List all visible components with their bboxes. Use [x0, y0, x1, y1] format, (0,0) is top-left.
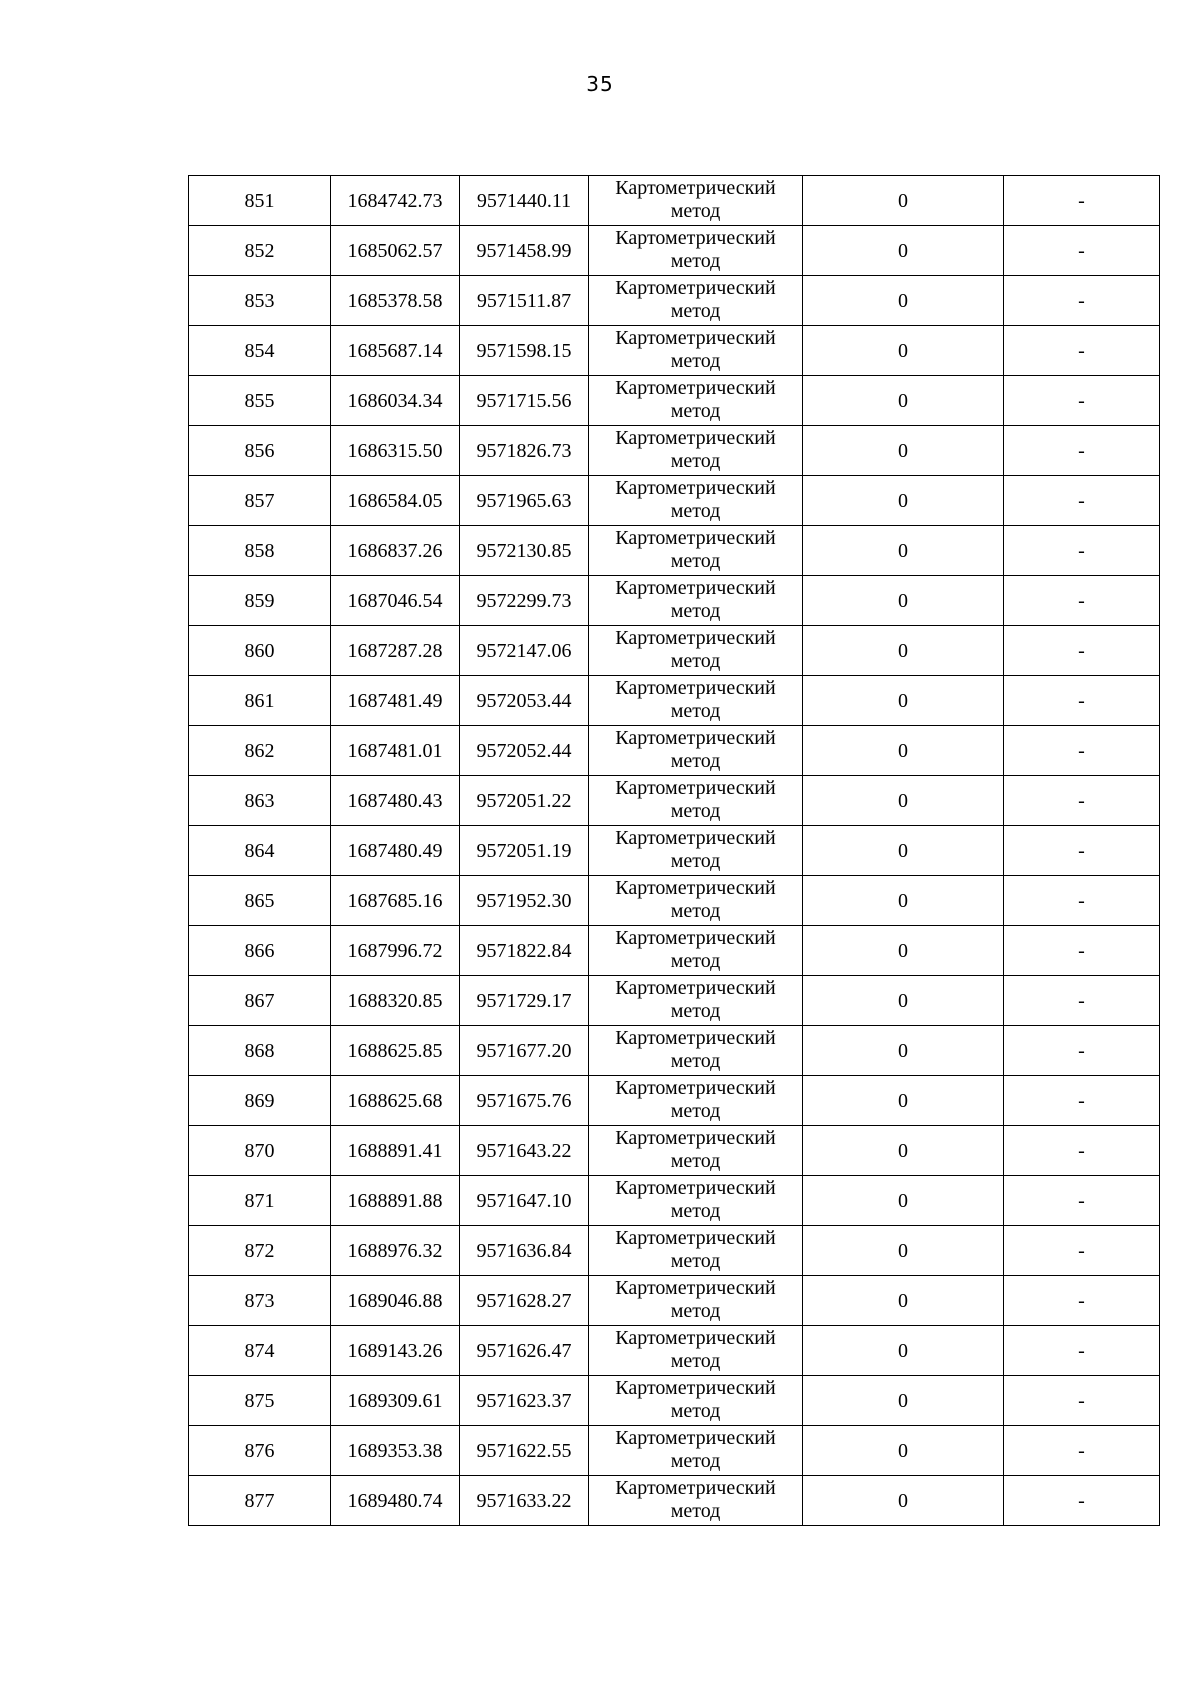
table-row: [189, 226, 1160, 276]
method-line-1: Картометрический: [615, 377, 776, 399]
error-value-cell: 0: [803, 776, 1004, 826]
y-coordinate-cell: 9571965.63: [460, 476, 589, 526]
method-cell: [589, 776, 803, 826]
note-cell: -: [1004, 826, 1160, 876]
table-row: [189, 826, 1160, 876]
error-value-cell: 0: [803, 676, 1004, 726]
method-cell: [589, 976, 803, 1026]
point-number-cell: 871: [189, 1176, 331, 1226]
table-row: [189, 1476, 1160, 1526]
x-coordinate-cell: 1685062.57: [331, 226, 460, 276]
table-row: [189, 1126, 1160, 1176]
x-coordinate-cell: 1688976.32: [331, 1226, 460, 1276]
method-cell: [589, 826, 803, 876]
point-number-cell: 865: [189, 876, 331, 926]
method-line-2: метод: [670, 1200, 721, 1222]
y-coordinate-cell: 9571636.84: [460, 1226, 589, 1276]
method-line-2: метод: [670, 350, 721, 372]
method-cell: [589, 326, 803, 376]
table-row: [189, 926, 1160, 976]
x-coordinate-cell: 1686837.26: [331, 526, 460, 576]
method-cell: [589, 676, 803, 726]
note-cell: -: [1004, 876, 1160, 926]
note-cell: -: [1004, 676, 1160, 726]
note-cell: -: [1004, 426, 1160, 476]
note-cell: -: [1004, 926, 1160, 976]
table-row: [189, 776, 1160, 826]
table-row: [189, 526, 1160, 576]
y-coordinate-cell: 9571458.99: [460, 226, 589, 276]
point-number-cell: 868: [189, 1026, 331, 1076]
point-number-cell: 855: [189, 376, 331, 426]
method-line-2: метод: [670, 800, 721, 822]
y-coordinate-cell: 9572130.85: [460, 526, 589, 576]
page-number: 35: [586, 72, 614, 96]
note-cell: -: [1004, 1376, 1160, 1426]
method-line-2: метод: [670, 250, 721, 272]
point-number-cell: 874: [189, 1326, 331, 1376]
table-row: [189, 376, 1160, 426]
table-row: [189, 476, 1160, 526]
method-line-2: метод: [670, 1350, 721, 1372]
method-line-1: Картометрический: [615, 327, 776, 349]
error-value-cell: 0: [803, 326, 1004, 376]
method-line-2: метод: [670, 500, 721, 522]
table-row: [189, 326, 1160, 376]
error-value-cell: 0: [803, 1476, 1004, 1526]
table-row: [189, 1376, 1160, 1426]
method-line-1: Картометрический: [615, 1127, 776, 1149]
error-value-cell: 0: [803, 1026, 1004, 1076]
y-coordinate-cell: 9572051.19: [460, 826, 589, 876]
x-coordinate-cell: 1688625.68: [331, 1076, 460, 1126]
x-coordinate-cell: 1689046.88: [331, 1276, 460, 1326]
method-line-1: Картометрический: [615, 227, 776, 249]
error-value-cell: 0: [803, 1076, 1004, 1126]
method-line-2: метод: [670, 1400, 721, 1422]
note-cell: -: [1004, 176, 1160, 226]
table-row: [189, 626, 1160, 676]
x-coordinate-cell: 1687480.43: [331, 776, 460, 826]
method-cell: [589, 526, 803, 576]
method-cell: [589, 1026, 803, 1076]
method-line-2: метод: [670, 1450, 721, 1472]
method-line-2: метод: [670, 850, 721, 872]
x-coordinate-cell: 1688320.85: [331, 976, 460, 1026]
point-number-cell: 862: [189, 726, 331, 776]
note-cell: -: [1004, 1276, 1160, 1326]
point-number-cell: 869: [189, 1076, 331, 1126]
method-line-2: метод: [670, 950, 721, 972]
error-value-cell: 0: [803, 1326, 1004, 1376]
note-cell: -: [1004, 776, 1160, 826]
method-line-2: метод: [670, 1000, 721, 1022]
point-number-cell: 864: [189, 826, 331, 876]
method-line-1: Картометрический: [615, 277, 776, 299]
error-value-cell: 0: [803, 976, 1004, 1026]
point-number-cell: 858: [189, 526, 331, 576]
method-line-2: метод: [670, 400, 721, 422]
error-value-cell: 0: [803, 526, 1004, 576]
point-number-cell: 877: [189, 1476, 331, 1526]
note-cell: -: [1004, 626, 1160, 676]
y-coordinate-cell: 9571643.22: [460, 1126, 589, 1176]
method-cell: [589, 1276, 803, 1326]
method-line-2: метод: [670, 750, 721, 772]
y-coordinate-cell: 9571952.30: [460, 876, 589, 926]
method-cell: [589, 1476, 803, 1526]
x-coordinate-cell: 1686584.05: [331, 476, 460, 526]
x-coordinate-cell: 1687996.72: [331, 926, 460, 976]
point-number-cell: 873: [189, 1276, 331, 1326]
method-line-2: метод: [670, 1100, 721, 1122]
method-line-1: Картометрический: [615, 1377, 776, 1399]
method-cell: [589, 1426, 803, 1476]
table-row: [189, 1076, 1160, 1126]
method-line-2: метод: [670, 1250, 721, 1272]
x-coordinate-cell: 1689353.38: [331, 1426, 460, 1476]
method-line-1: Картометрический: [615, 877, 776, 899]
point-number-cell: 857: [189, 476, 331, 526]
y-coordinate-cell: 9571440.11: [460, 176, 589, 226]
method-cell: [589, 376, 803, 426]
error-value-cell: 0: [803, 1176, 1004, 1226]
note-cell: -: [1004, 726, 1160, 776]
method-line-1: Картометрический: [615, 1177, 776, 1199]
note-cell: -: [1004, 326, 1160, 376]
method-line-1: Картометрический: [615, 977, 776, 999]
coordinates-table-container: [188, 175, 1160, 1526]
method-line-2: метод: [670, 900, 721, 922]
x-coordinate-cell: 1684742.73: [331, 176, 460, 226]
note-cell: -: [1004, 1076, 1160, 1126]
table-row: [189, 726, 1160, 776]
point-number-cell: 851: [189, 176, 331, 226]
y-coordinate-cell: 9571677.20: [460, 1026, 589, 1076]
x-coordinate-cell: 1689143.26: [331, 1326, 460, 1376]
error-value-cell: 0: [803, 426, 1004, 476]
table-row: [189, 1326, 1160, 1376]
x-coordinate-cell: 1689480.74: [331, 1476, 460, 1526]
method-line-2: метод: [670, 650, 721, 672]
table-row: [189, 676, 1160, 726]
table-row: [189, 576, 1160, 626]
error-value-cell: 0: [803, 876, 1004, 926]
method-cell: [589, 1226, 803, 1276]
method-cell: [589, 1376, 803, 1426]
point-number-cell: 861: [189, 676, 331, 726]
method-cell: [589, 1076, 803, 1126]
method-line-1: Картометрический: [615, 577, 776, 599]
error-value-cell: 0: [803, 1126, 1004, 1176]
method-line-1: Картометрический: [615, 927, 776, 949]
error-value-cell: 0: [803, 826, 1004, 876]
note-cell: -: [1004, 1026, 1160, 1076]
point-number-cell: 876: [189, 1426, 331, 1476]
note-cell: -: [1004, 1326, 1160, 1376]
x-coordinate-cell: 1687046.54: [331, 576, 460, 626]
method-line-2: метод: [670, 1300, 721, 1322]
y-coordinate-cell: 9572299.73: [460, 576, 589, 626]
x-coordinate-cell: 1688891.88: [331, 1176, 460, 1226]
method-line-2: метод: [670, 700, 721, 722]
method-cell: [589, 876, 803, 926]
method-line-2: метод: [670, 300, 721, 322]
x-coordinate-cell: 1687481.49: [331, 676, 460, 726]
method-line-1: Картометрический: [615, 1277, 776, 1299]
x-coordinate-cell: 1687685.16: [331, 876, 460, 926]
method-cell: [589, 1326, 803, 1376]
x-coordinate-cell: 1687287.28: [331, 626, 460, 676]
x-coordinate-cell: 1688891.41: [331, 1126, 460, 1176]
method-line-1: Картометрический: [615, 677, 776, 699]
error-value-cell: 0: [803, 576, 1004, 626]
y-coordinate-cell: 9571622.55: [460, 1426, 589, 1476]
x-coordinate-cell: 1685378.58: [331, 276, 460, 326]
method-line-1: Картометрический: [615, 177, 776, 199]
note-cell: -: [1004, 1476, 1160, 1526]
note-cell: -: [1004, 1126, 1160, 1176]
y-coordinate-cell: 9572051.22: [460, 776, 589, 826]
y-coordinate-cell: 9571628.27: [460, 1276, 589, 1326]
note-cell: -: [1004, 1176, 1160, 1226]
error-value-cell: 0: [803, 1426, 1004, 1476]
point-number-cell: 866: [189, 926, 331, 976]
method-line-1: Картометрический: [615, 827, 776, 849]
method-line-1: Картометрический: [615, 477, 776, 499]
x-coordinate-cell: 1689309.61: [331, 1376, 460, 1426]
note-cell: -: [1004, 476, 1160, 526]
method-cell: [589, 276, 803, 326]
point-number-cell: 853: [189, 276, 331, 326]
method-line-2: метод: [670, 1500, 721, 1522]
method-cell: [589, 926, 803, 976]
table-row: [189, 1026, 1160, 1076]
point-number-cell: 870: [189, 1126, 331, 1176]
error-value-cell: 0: [803, 1276, 1004, 1326]
point-number-cell: 854: [189, 326, 331, 376]
table-row: [189, 976, 1160, 1026]
method-line-2: метод: [670, 1050, 721, 1072]
method-line-2: метод: [670, 1150, 721, 1172]
y-coordinate-cell: 9571675.76: [460, 1076, 589, 1126]
method-line-1: Картометрический: [615, 627, 776, 649]
point-number-cell: 852: [189, 226, 331, 276]
point-number-cell: 867: [189, 976, 331, 1026]
method-line-1: Картометрический: [615, 1227, 776, 1249]
y-coordinate-cell: 9571511.87: [460, 276, 589, 326]
method-cell: [589, 626, 803, 676]
method-line-1: Картометрический: [615, 1027, 776, 1049]
method-line-1: Картометрический: [615, 777, 776, 799]
note-cell: -: [1004, 376, 1160, 426]
y-coordinate-cell: 9571826.73: [460, 426, 589, 476]
method-line-1: Картометрический: [615, 427, 776, 449]
method-line-2: метод: [670, 450, 721, 472]
table-row: [189, 176, 1160, 226]
y-coordinate-cell: 9572052.44: [460, 726, 589, 776]
point-number-cell: 856: [189, 426, 331, 476]
point-number-cell: 859: [189, 576, 331, 626]
method-line-1: Картометрический: [615, 1327, 776, 1349]
method-line-1: Картометрический: [615, 1427, 776, 1449]
method-cell: [589, 226, 803, 276]
error-value-cell: 0: [803, 926, 1004, 976]
x-coordinate-cell: 1688625.85: [331, 1026, 460, 1076]
y-coordinate-cell: 9571822.84: [460, 926, 589, 976]
point-number-cell: 872: [189, 1226, 331, 1276]
error-value-cell: 0: [803, 276, 1004, 326]
note-cell: -: [1004, 276, 1160, 326]
note-cell: -: [1004, 576, 1160, 626]
table-row: [189, 276, 1160, 326]
method-cell: [589, 576, 803, 626]
error-value-cell: 0: [803, 626, 1004, 676]
method-cell: [589, 476, 803, 526]
error-value-cell: 0: [803, 176, 1004, 226]
x-coordinate-cell: 1686315.50: [331, 426, 460, 476]
x-coordinate-cell: 1685687.14: [331, 326, 460, 376]
point-number-cell: 860: [189, 626, 331, 676]
table-row: [189, 1426, 1160, 1476]
method-cell: [589, 176, 803, 226]
table-row: [189, 876, 1160, 926]
error-value-cell: 0: [803, 1226, 1004, 1276]
point-number-cell: 863: [189, 776, 331, 826]
y-coordinate-cell: 9571626.47: [460, 1326, 589, 1376]
note-cell: -: [1004, 1226, 1160, 1276]
point-number-cell: 875: [189, 1376, 331, 1426]
y-coordinate-cell: 9571598.15: [460, 326, 589, 376]
method-cell: [589, 426, 803, 476]
method-line-2: метод: [670, 600, 721, 622]
coordinates-table: [188, 175, 1160, 1526]
y-coordinate-cell: 9572147.06: [460, 626, 589, 676]
note-cell: -: [1004, 526, 1160, 576]
error-value-cell: 0: [803, 726, 1004, 776]
table-row: [189, 1226, 1160, 1276]
method-line-1: Картометрический: [615, 1477, 776, 1499]
note-cell: -: [1004, 226, 1160, 276]
table-row: [189, 1276, 1160, 1326]
note-cell: -: [1004, 976, 1160, 1026]
method-line-1: Картометрический: [615, 527, 776, 549]
x-coordinate-cell: 1686034.34: [331, 376, 460, 426]
method-line-1: Картометрический: [615, 1077, 776, 1099]
y-coordinate-cell: 9571633.22: [460, 1476, 589, 1526]
method-line-2: метод: [670, 200, 721, 222]
y-coordinate-cell: 9571647.10: [460, 1176, 589, 1226]
note-cell: -: [1004, 1426, 1160, 1476]
error-value-cell: 0: [803, 226, 1004, 276]
method-cell: [589, 1126, 803, 1176]
x-coordinate-cell: 1687481.01: [331, 726, 460, 776]
table-row: [189, 426, 1160, 476]
method-cell: [589, 726, 803, 776]
method-line-1: Картометрический: [615, 727, 776, 749]
method-line-2: метод: [670, 550, 721, 572]
method-cell: [589, 1176, 803, 1226]
y-coordinate-cell: 9571715.56: [460, 376, 589, 426]
table-row: [189, 1176, 1160, 1226]
y-coordinate-cell: 9571623.37: [460, 1376, 589, 1426]
y-coordinate-cell: 9572053.44: [460, 676, 589, 726]
error-value-cell: 0: [803, 376, 1004, 426]
error-value-cell: 0: [803, 476, 1004, 526]
x-coordinate-cell: 1687480.49: [331, 826, 460, 876]
error-value-cell: 0: [803, 1376, 1004, 1426]
y-coordinate-cell: 9571729.17: [460, 976, 589, 1026]
table-body: [189, 176, 1160, 1526]
